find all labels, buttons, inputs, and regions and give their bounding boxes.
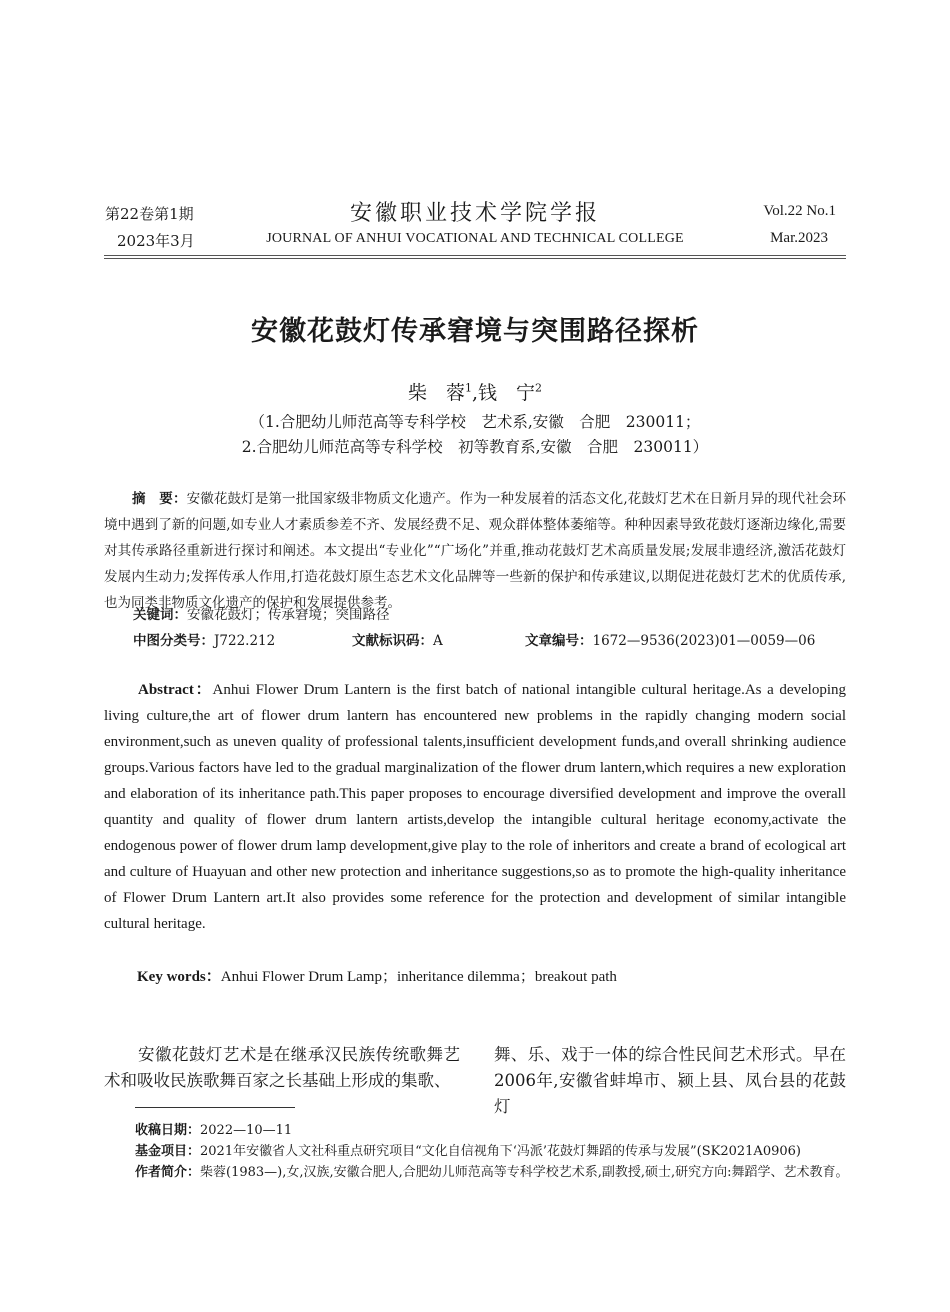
- affiliation-1: （1.合肥幼儿师范高等专科学校 艺术系,安徽 合肥 230011；: [249, 413, 701, 431]
- author-bio: [135, 1162, 912, 1183]
- footnote-rule: [135, 1107, 295, 1108]
- abstract-zh-label: 摘 要：: [132, 491, 187, 507]
- volume-en: Vol.22 No.1: [763, 203, 836, 219]
- article-title: 安徽花鼓灯传承窘境与突围路径探析: [251, 316, 699, 347]
- author-2: 钱 宁: [478, 382, 536, 404]
- journal-title-en: JOURNAL OF ANHUI VOCATIONAL AND TECHNICAL COLLEGE: [266, 231, 684, 246]
- abstract-en: [104, 677, 846, 937]
- header-rule-top: [104, 255, 846, 256]
- clc-value: J722.212: [214, 633, 276, 649]
- clc-label: 中图分类号：: [133, 633, 214, 649]
- keywords-en: [137, 965, 617, 986]
- received-value: 2022—10—11: [200, 1123, 293, 1138]
- affiliation-2: 2.合肥幼儿师范高等专科学校 初等教育系,安徽 合肥 230011）: [241, 438, 709, 456]
- keywords-zh-text: 安徽花鼓灯；传承窘境；突围路径: [187, 607, 390, 623]
- fund-value: 2021年安徽省人文社科重点研究项目“文化自信视角下‘冯派’花鼓灯舞蹈的传承与发展”(SK2021A0906): [200, 1144, 801, 1159]
- keywords-en-label: Key words：: [137, 969, 221, 985]
- body-left-column: 安徽花鼓灯艺术是在继承汉民族传统歌舞艺术和吸收民族歌舞百家之长基础上形成的集歌、: [104, 1045, 460, 1090]
- author-2-sup: 2: [535, 381, 543, 395]
- abstract-zh: [104, 486, 846, 616]
- author-bio-value: 柴蓉(1983—),女,汉族,安徽合肥人,合肥幼儿师范高等专科学校艺术系,副教授,硕士,研究方向:舞蹈学、艺术教育。: [200, 1165, 849, 1180]
- article-number: [525, 629, 815, 649]
- keywords-zh-label: 关键词：: [133, 607, 187, 623]
- received-date: [135, 1120, 846, 1141]
- keywords-en-text: Anhui Flower Drum Lamp；inheritance dilemma；breakout path: [220, 969, 617, 985]
- author-separator: ,: [471, 382, 479, 404]
- article-number-label: 文章编号：: [525, 633, 593, 649]
- received-label: 收稿日期：: [135, 1123, 201, 1138]
- article-number-value: 1672—9536(2023)01—0059—06: [592, 633, 816, 649]
- document-code: [352, 629, 443, 649]
- abstract-en-label: Abstract：: [138, 682, 213, 698]
- doc-code-label: 文献标识码：: [352, 633, 433, 649]
- journal-title-zh: 安徽职业技术学院学报: [349, 201, 600, 226]
- abstract-zh-text: 安徽花鼓灯是第一批国家级非物质文化遗产。作为一种发展着的活态文化,花鼓灯艺术在日新月异的现代社会环境中遇到了新的问题,如专业人才素质参差不齐、发展经费不足、观众群体整体萎缩等。种种因素导致花鼓灯逐渐边缘化,需要对其传承路径重新进行探讨和阐述。本文提出“专业化”“广场化”并重,推动花鼓灯艺术高质量发展;发展非遗经济,激活花鼓灯发展内生动力;发挥传承人作用,打造花鼓灯原生态艺术文化品牌等一些新的保护和传承建议,以期促进花鼓灯艺术的优质传承,也为同类非物质文化遗产的保护和发展提供参考。: [104, 491, 846, 611]
- volume-issue: 第22卷第1期: [105, 205, 194, 223]
- author-line: [0, 378, 950, 405]
- author-1: 柴 蓉: [407, 382, 465, 404]
- header-rule-bottom: [104, 258, 846, 259]
- doc-code-value: A: [433, 633, 443, 649]
- body-right-column: 舞、乐、戏于一体的综合性民间艺术形式。早在2006年,安徽省蚌埠市、颍上县、凤台县的花鼓灯: [494, 1045, 846, 1116]
- issue-date-en: Mar.2023: [770, 230, 828, 246]
- author-1-sup: 1: [464, 381, 472, 395]
- abstract-en-text: Anhui Flower Drum Lantern is the first batch of national intangible cultural heritage.As a developing living culture,the art of flower drum lantern has encountered new problems in the rapidly changing modern social environment,such as uneven quality of professional talents,insufficient development funds,and overall shrinking audience groups.Various factors have led to the gradual marginalization of the flower drum lantern,which requires a new exploration and elaboration of its inheritance path.This paper proposes to encourage diversified development and improve the overall quantity and quality of flower drum lantern artists,develop the intangible cultural heritage economy,activate the endogenous power of flower drum lamp development,give play to the role of inheritors and create a brand of ecological art and culture of Huayuan and other new protection and inheritance suggestions,so as to promote the high-quality inheritance of Flower Drum Lantern art.It also provides some reference for the protection and development of similar intangible cultural heritage.: [104, 682, 846, 932]
- keywords-zh: [133, 603, 390, 623]
- issue-date-zh: 2023年3月: [117, 232, 195, 250]
- fund-project: [135, 1141, 846, 1162]
- author-bio-label: 作者简介：: [135, 1165, 201, 1180]
- clc-number: [133, 629, 275, 649]
- fund-label: 基金项目：: [135, 1144, 201, 1159]
